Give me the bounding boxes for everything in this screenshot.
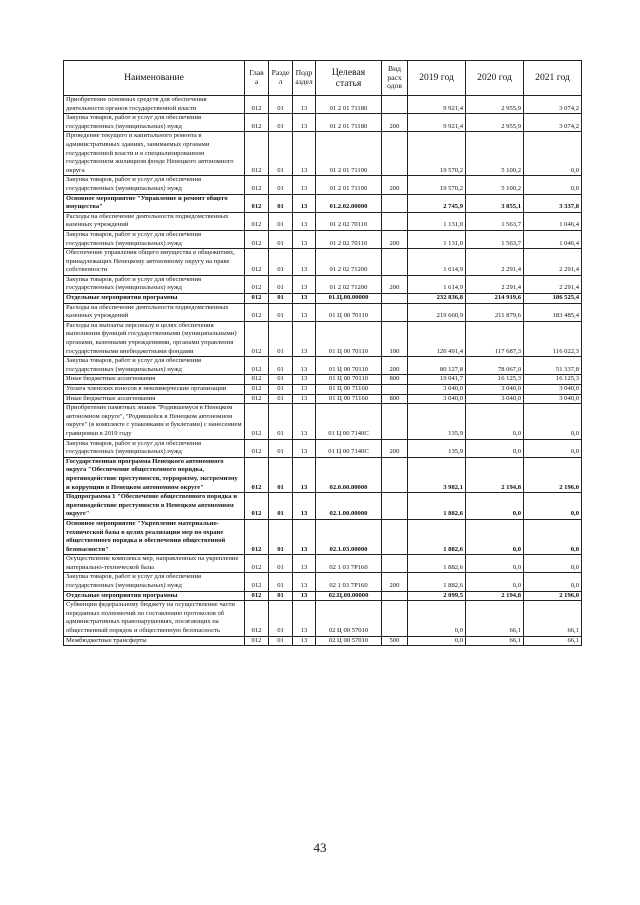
cell-year-2019: 219 660,9: [408, 303, 466, 321]
table-row: [64, 493, 582, 520]
cell-year-2021: 66,1: [524, 601, 582, 636]
cell-podrazdel: 13: [293, 375, 316, 385]
cell-target-article: 01 2 01 71180: [316, 114, 382, 132]
cell-year-2019: 3 040,0: [408, 394, 466, 404]
cell-podrazdel: 13: [293, 230, 316, 248]
cell-podrazdel: 13: [293, 394, 316, 404]
cell-razdel: 01: [269, 404, 293, 439]
cell-year-2019: 19 570,2: [408, 176, 466, 194]
cell-year-2021: 2 196,0: [524, 591, 582, 601]
cell-expense-type: [382, 212, 408, 230]
table-row: [64, 457, 582, 492]
cell-razdel: 01: [269, 194, 293, 212]
page-number: 43: [313, 840, 327, 855]
cell-expense-type: [382, 404, 408, 439]
cell-year-2019: 1 614,9: [408, 249, 466, 276]
cell-razdel: 01: [269, 132, 293, 176]
cell-razdel: 01: [269, 303, 293, 321]
cell-year-2021: 51 337,8: [524, 357, 582, 375]
cell-razdel: 01: [269, 275, 293, 293]
cell-podrazdel: 13: [293, 636, 316, 646]
cell-razdel: 01: [269, 555, 293, 573]
cell-glav: 012: [245, 385, 269, 395]
cell-glav: 012: [245, 212, 269, 230]
cell-year-2021: 2 291,4: [524, 249, 582, 276]
cell-year-2019: 2 099,5: [408, 591, 466, 601]
cell-year-2021: 0,0: [524, 519, 582, 554]
cell-podrazdel: 13: [293, 303, 316, 321]
cell-year-2019: 1 882,6: [408, 519, 466, 554]
cell-year-2020: 66,1: [466, 601, 524, 636]
cell-expense-type: [382, 249, 408, 276]
cell-year-2019: 232 836,8: [408, 294, 466, 304]
cell-razdel: 01: [269, 249, 293, 276]
cell-razdel: 01: [269, 96, 293, 114]
cell-target-article: 01 2 02 70110: [316, 230, 382, 248]
cell-razdel: 01: [269, 601, 293, 636]
cell-razdel: 01: [269, 212, 293, 230]
cell-year-2021: 2 196,0: [524, 457, 582, 492]
cell-razdel: 01: [269, 457, 293, 492]
cell-year-2019: 19 041,7: [408, 375, 466, 385]
cell-glav: 012: [245, 519, 269, 554]
cell-glav: 012: [245, 591, 269, 601]
cell-glav: 012: [245, 404, 269, 439]
table-row: [64, 96, 582, 114]
cell-year-2021: 16 125,3: [524, 375, 582, 385]
cell-expense-type: [382, 96, 408, 114]
cell-year-2021: 1 046,4: [524, 230, 582, 248]
cell-year-2021: 0,0: [524, 555, 582, 573]
cell-target-article: 02 1 03 7Р160: [316, 573, 382, 591]
cell-name: Закупка товаров, работ и услуг для обеспечения государственных (муниципальных) нужд: [64, 573, 245, 591]
cell-year-2019: 1 882,6: [408, 493, 466, 520]
header-name: Наименование: [64, 61, 245, 96]
cell-year-2020: 0,0: [466, 555, 524, 573]
table-row: [64, 519, 582, 554]
cell-year-2021: 3 040,0: [524, 385, 582, 395]
table-row: [64, 555, 582, 573]
cell-glav: 012: [245, 321, 269, 356]
cell-podrazdel: 13: [293, 591, 316, 601]
cell-podrazdel: 13: [293, 519, 316, 554]
cell-name: Государственная программа Ненецкого автономного округа "Обеспечение общественного порядка, противодействие преступности, терроризму, экстремизму и коррупции в Ненецком автономном округе": [64, 457, 245, 492]
cell-razdel: 01: [269, 176, 293, 194]
cell-name: Отдельные мероприятия программы: [64, 294, 245, 304]
cell-glav: 012: [245, 194, 269, 212]
cell-expense-type: 200: [382, 357, 408, 375]
cell-podrazdel: 13: [293, 114, 316, 132]
cell-name: Закупка товаров, работ и услуг для обеспечения государственных (муниципальных) нужд: [64, 230, 245, 248]
cell-glav: 012: [245, 493, 269, 520]
cell-target-article: 02 1 03 7Р160: [316, 555, 382, 573]
cell-target-article: 01 Ц 00 71160: [316, 385, 382, 395]
cell-year-2020: 211 879,6: [466, 303, 524, 321]
cell-podrazdel: 13: [293, 404, 316, 439]
cell-target-article: 01 2 02 71200: [316, 275, 382, 293]
cell-glav: 012: [245, 230, 269, 248]
cell-glav: 012: [245, 275, 269, 293]
cell-target-article: 02.Ц.00.00000: [316, 591, 382, 601]
cell-year-2020: 66,1: [466, 636, 524, 646]
cell-expense-type: 200: [382, 573, 408, 591]
cell-razdel: 01: [269, 573, 293, 591]
cell-expense-type: [382, 591, 408, 601]
table-row: [64, 439, 582, 457]
cell-podrazdel: 13: [293, 573, 316, 591]
cell-glav: 012: [245, 573, 269, 591]
cell-razdel: 01: [269, 321, 293, 356]
cell-expense-type: [382, 519, 408, 554]
table-row: [64, 601, 582, 636]
cell-year-2020: 0,0: [466, 519, 524, 554]
cell-target-article: 01 2 01 71190: [316, 132, 382, 176]
cell-name: Основное мероприятие "Управление и ремонт общего имущества": [64, 194, 245, 212]
table-row: [64, 404, 582, 439]
cell-year-2019: 1 131,0: [408, 212, 466, 230]
cell-year-2021: 3 074,2: [524, 114, 582, 132]
table-row: [64, 321, 582, 356]
cell-year-2019: 19 570,2: [408, 132, 466, 176]
cell-year-2019: 1 614,9: [408, 275, 466, 293]
table-row: [64, 357, 582, 375]
cell-expense-type: 200: [382, 114, 408, 132]
cell-year-2020: 1 563,7: [466, 230, 524, 248]
cell-year-2021: 183 485,4: [524, 303, 582, 321]
table-row: [64, 394, 582, 404]
cell-year-2020: 2 291,4: [466, 249, 524, 276]
cell-name: Закупка товаров, работ и услуг для обеспечения государственных (муниципальных) нужд: [64, 114, 245, 132]
cell-razdel: 01: [269, 636, 293, 646]
table-row: [64, 132, 582, 176]
cell-year-2019: 9 921,4: [408, 114, 466, 132]
cell-podrazdel: 13: [293, 275, 316, 293]
table-row: [64, 294, 582, 304]
table-row: [64, 636, 582, 646]
table-header-row: [64, 61, 582, 96]
cell-year-2021: 0,0: [524, 176, 582, 194]
cell-expense-type: 500: [382, 636, 408, 646]
cell-name: Иные бюджетные ассигнования: [64, 375, 245, 385]
cell-year-2020: 5 100,2: [466, 176, 524, 194]
cell-target-article: 02.0.00.00000: [316, 457, 382, 492]
cell-glav: 012: [245, 176, 269, 194]
cell-glav: 012: [245, 96, 269, 114]
cell-podrazdel: 13: [293, 457, 316, 492]
cell-name: Подпрограмма 1 "Обеспечение общественного порядка и противодействие преступности в Ненецком автономном округе": [64, 493, 245, 520]
cell-year-2020: 2 291,4: [466, 275, 524, 293]
cell-year-2020: 2 955,9: [466, 96, 524, 114]
cell-glav: 012: [245, 249, 269, 276]
cell-target-article: 02 Ц 00 57010: [316, 636, 382, 646]
cell-target-article: 02.1.03.00000: [316, 519, 382, 554]
cell-name: Межбюджетные трансферты: [64, 636, 245, 646]
cell-expense-type: 200: [382, 230, 408, 248]
cell-year-2019: 3 040,0: [408, 385, 466, 395]
cell-expense-type: 200: [382, 275, 408, 293]
cell-glav: 012: [245, 357, 269, 375]
cell-podrazdel: 13: [293, 385, 316, 395]
budget-table: [63, 60, 582, 646]
table-row: [64, 591, 582, 601]
cell-target-article: 01 Ц 00 70110: [316, 303, 382, 321]
cell-year-2021: 3 074,2: [524, 96, 582, 114]
cell-razdel: 01: [269, 357, 293, 375]
cell-podrazdel: 13: [293, 212, 316, 230]
cell-name: Расходы на обеспечение деятельности подведомственных казенных учреждений: [64, 212, 245, 230]
cell-name: Закупка товаров, работ и услуг для обеспечения государственных (муниципальных) нужд: [64, 357, 245, 375]
header-year-2021: 2021 год: [524, 61, 582, 96]
cell-name: Расходы на обеспечение деятельности подведомственных казенных учреждений: [64, 303, 245, 321]
header-podrazdel: Подр аздел: [293, 61, 316, 96]
cell-podrazdel: 13: [293, 96, 316, 114]
cell-target-article: 02 Ц 00 57010: [316, 601, 382, 636]
cell-glav: 012: [245, 555, 269, 573]
cell-year-2019: 1 882,6: [408, 555, 466, 573]
cell-glav: 012: [245, 601, 269, 636]
cell-target-article: 01.Ц.00.00000: [316, 294, 382, 304]
cell-podrazdel: 13: [293, 132, 316, 176]
cell-year-2019: 3 982,1: [408, 457, 466, 492]
cell-razdel: 01: [269, 519, 293, 554]
cell-expense-type: [382, 385, 408, 395]
cell-razdel: 01: [269, 375, 293, 385]
table-row: [64, 303, 582, 321]
cell-razdel: 01: [269, 385, 293, 395]
cell-year-2020: 3 040,0: [466, 394, 524, 404]
cell-year-2021: 66,1: [524, 636, 582, 646]
table-row: [64, 114, 582, 132]
cell-target-article: 01.2.02.00000: [316, 194, 382, 212]
cell-name: Осуществление комплекса мер, направленных на укрепление материально-технической базы: [64, 555, 245, 573]
table-row: [64, 194, 582, 212]
header-year-2019: 2019 год: [408, 61, 466, 96]
cell-year-2020: 117 687,3: [466, 321, 524, 356]
cell-expense-type: [382, 132, 408, 176]
cell-year-2020: 1 563,7: [466, 212, 524, 230]
cell-target-article: 01 Ц 00 70110: [316, 375, 382, 385]
cell-year-2021: 186 525,4: [524, 294, 582, 304]
cell-year-2020: 2 955,9: [466, 114, 524, 132]
cell-year-2019: 135,9: [408, 404, 466, 439]
cell-year-2021: 116 022,3: [524, 321, 582, 356]
cell-razdel: 01: [269, 439, 293, 457]
cell-podrazdel: 13: [293, 439, 316, 457]
cell-podrazdel: 13: [293, 249, 316, 276]
cell-year-2021: 0,0: [524, 493, 582, 520]
cell-razdel: 01: [269, 230, 293, 248]
cell-name: Иные бюджетные ассигнования: [64, 394, 245, 404]
cell-year-2019: 0,0: [408, 601, 466, 636]
cell-year-2019: 1 131,0: [408, 230, 466, 248]
cell-year-2021: 3 040,0: [524, 394, 582, 404]
cell-expense-type: 200: [382, 176, 408, 194]
cell-name: Закупка товаров, работ и услуг для обеспечения государственных (муниципальных) нужд: [64, 176, 245, 194]
table-row: [64, 385, 582, 395]
cell-target-article: 01 2 02 71200: [316, 249, 382, 276]
cell-glav: 012: [245, 457, 269, 492]
cell-glav: 012: [245, 303, 269, 321]
cell-name: Субвенции федеральному бюджету на осуществление части переданных полномочий по составлению протоколов об административных правонарушениях, посягающих на общественный порядок и общественную безопасность: [64, 601, 245, 636]
cell-podrazdel: 13: [293, 357, 316, 375]
header-year-2020: 2020 год: [466, 61, 524, 96]
cell-year-2021: 3 337,8: [524, 194, 582, 212]
cell-name: Отдельные мероприятия программы: [64, 591, 245, 601]
cell-expense-type: [382, 194, 408, 212]
cell-podrazdel: 13: [293, 601, 316, 636]
cell-glav: 012: [245, 132, 269, 176]
cell-podrazdel: 13: [293, 321, 316, 356]
cell-name: Обеспечение управления общего имущества в общежитиях, принадлежащих Ненецкому автономному округу на праве собственности: [64, 249, 245, 276]
header-expense-type: Вид расх одов: [382, 61, 408, 96]
cell-year-2019: 80 127,8: [408, 357, 466, 375]
cell-glav: 012: [245, 394, 269, 404]
cell-glav: 012: [245, 375, 269, 385]
cell-name: Приобретение основных средств для обеспечения деятельности органов государственной власти: [64, 96, 245, 114]
cell-year-2021: 0,0: [524, 573, 582, 591]
cell-year-2021: 0,0: [524, 439, 582, 457]
cell-target-article: 01 Ц 00 70110: [316, 321, 382, 356]
cell-name: Закупка товаров, работ и услуг для обеспечения государственных (муниципальных) нужд: [64, 275, 245, 293]
cell-year-2021: 1 046,4: [524, 212, 582, 230]
table-row: [64, 573, 582, 591]
cell-name: Закупка товаров, работ и услуг для обеспечения государственных (муниципальных) нужд: [64, 439, 245, 457]
cell-target-article: 01 2 01 71180: [316, 96, 382, 114]
cell-year-2020: 5 100,2: [466, 132, 524, 176]
cell-podrazdel: 13: [293, 493, 316, 520]
cell-year-2019: 135,9: [408, 439, 466, 457]
cell-podrazdel: 13: [293, 294, 316, 304]
cell-razdel: 01: [269, 114, 293, 132]
table-row: [64, 375, 582, 385]
cell-podrazdel: 13: [293, 176, 316, 194]
cell-razdel: 01: [269, 591, 293, 601]
cell-year-2021: 0,0: [524, 404, 582, 439]
cell-target-article: 01 2 01 71190: [316, 176, 382, 194]
cell-razdel: 01: [269, 294, 293, 304]
cell-target-article: 01 Ц 00 70110: [316, 357, 382, 375]
table-row: [64, 230, 582, 248]
cell-name: Расходы на выплаты персоналу в целях обеспечения выполнения функций государственными (муниципальными) органами, казенными учреждениями, органами управления государственными внебюджетными фондами: [64, 321, 245, 356]
cell-expense-type: 800: [382, 375, 408, 385]
cell-target-article: 01 Ц 00 7140С: [316, 439, 382, 457]
cell-expense-type: [382, 555, 408, 573]
cell-expense-type: 100: [382, 321, 408, 356]
cell-year-2020: 16 125,3: [466, 375, 524, 385]
cell-target-article: 01 2 02 70110: [316, 212, 382, 230]
table-row: [64, 176, 582, 194]
cell-expense-type: [382, 601, 408, 636]
cell-razdel: 01: [269, 493, 293, 520]
cell-year-2020: 0,0: [466, 439, 524, 457]
cell-target-article: 01 Ц 00 71160: [316, 394, 382, 404]
cell-target-article: 01 Ц 00 7140С: [316, 404, 382, 439]
cell-year-2020: 2 194,8: [466, 457, 524, 492]
cell-year-2019: 9 921,4: [408, 96, 466, 114]
cell-name: Уплата членских взносов в некоммерческие организации: [64, 385, 245, 395]
cell-expense-type: [382, 457, 408, 492]
cell-name: Проведение текущего и капитального ремонта в административных зданиях, занимаемых органами государственной власти и в специализированном государственном жилищном фонде Ненецкого автономного округа: [64, 132, 245, 176]
cell-year-2020: 3 855,1: [466, 194, 524, 212]
cell-year-2021: 0,0: [524, 132, 582, 176]
cell-year-2020: 2 194,8: [466, 591, 524, 601]
header-razdel: Разде л: [269, 61, 293, 96]
cell-expense-type: [382, 294, 408, 304]
cell-glav: 012: [245, 636, 269, 646]
cell-expense-type: [382, 493, 408, 520]
cell-year-2020: 214 919,6: [466, 294, 524, 304]
cell-expense-type: 200: [382, 439, 408, 457]
cell-year-2019: 2 745,9: [408, 194, 466, 212]
header-target-article: Целевая статья: [316, 61, 382, 96]
table-body: [64, 96, 582, 646]
cell-year-2020: 3 040,0: [466, 385, 524, 395]
cell-year-2020: 78 067,0: [466, 357, 524, 375]
cell-glav: 012: [245, 114, 269, 132]
cell-glav: 012: [245, 294, 269, 304]
cell-glav: 012: [245, 439, 269, 457]
cell-target-article: 02.1.00.00000: [316, 493, 382, 520]
cell-razdel: 01: [269, 394, 293, 404]
cell-name: Приобретение памятных знаков "Родившемуся в Ненецком автономном округе", "Родившейся в Ненецком автономном округе" (в комплекте с упаковками и буклетами) с нанесением гравировки в 2019 году: [64, 404, 245, 439]
cell-expense-type: 800: [382, 394, 408, 404]
cell-year-2019: 0,0: [408, 636, 466, 646]
cell-year-2020: 0,0: [466, 573, 524, 591]
cell-year-2019: 1 882,6: [408, 573, 466, 591]
cell-podrazdel: 13: [293, 194, 316, 212]
cell-year-2021: 2 291,4: [524, 275, 582, 293]
cell-expense-type: [382, 303, 408, 321]
cell-year-2020: 0,0: [466, 493, 524, 520]
table-row: [64, 275, 582, 293]
header-glav: Глав а: [245, 61, 269, 96]
cell-name: Основное мероприятие "Укрепление материально-технической базы в целях реализации мер по охране общественного порядка и обеспечения общественной безопасности": [64, 519, 245, 554]
cell-year-2019: 120 491,4: [408, 321, 466, 356]
table-row: [64, 212, 582, 230]
table-row: [64, 249, 582, 276]
cell-podrazdel: 13: [293, 555, 316, 573]
cell-year-2020: 0,0: [466, 404, 524, 439]
